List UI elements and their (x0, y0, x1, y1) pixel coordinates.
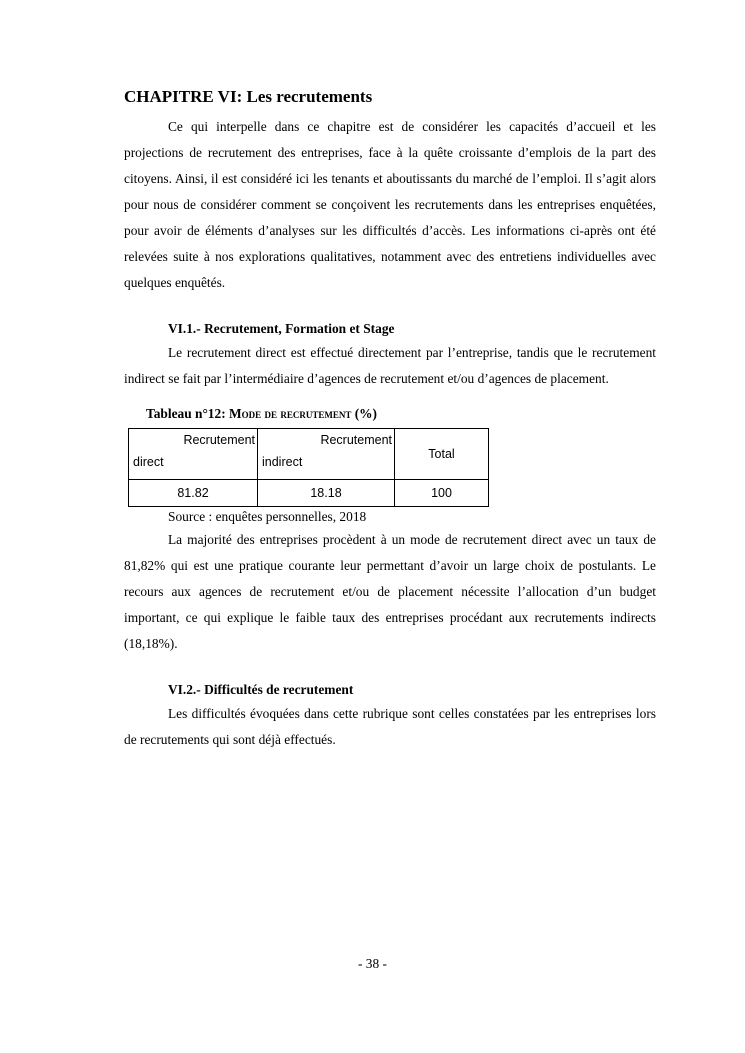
section2-paragraph: Les difficultés évoquées dans cette rubrique sont celles constatées par les entreprises lors de recrutements qui sont déjà effectués. (124, 706, 656, 747)
header-total: Total (395, 429, 489, 480)
section-title-recrutement-formation-stage: VI.1.- Recrutement, Formation et Stage (168, 321, 395, 336)
table-header-row (129, 429, 489, 480)
chapter-title: CHAPITRE VI: Les recrutements (124, 87, 373, 106)
table-source: Source : enquêtes personnelles, 2018 (168, 509, 367, 524)
chapter-intro-paragraph: Ce qui interpelle dans ce chapitre est de considérer les capacités d’accueil et les projections de recrutement des entreprises, face à la quête croissante d’emplois de la part des citoyens. Ainsi, il est considéré ici les tenants et aboutissants du marché de l’emploi. Il s’agit alors pour nous de considérer comment se conçoivent les recrutements dans les entreprises enquêtées, pour avoir de éléments d’analyses sur les difficultés d’accès. Les informations ci-après ont été relevées suite à nos explorations qualitatives, notamment avec des entretiens individuelles avec quelques enquêtés. (124, 119, 656, 290)
table-caption-title: Mode de recrutement (%) (229, 406, 378, 421)
value-direct: 81.82 (129, 480, 258, 507)
header-indirect-line2: indirect (262, 455, 303, 469)
header-direct-line1: Recrutement (183, 433, 255, 447)
section-title-difficultes-recrutement: VI.2.- Difficultés de recrutement (168, 682, 354, 697)
header-indirect-line1: Recrutement (320, 433, 392, 447)
value-indirect: 18.18 (258, 480, 395, 507)
document-body (124, 86, 656, 753)
table-caption-prefix: Tableau n°12: (146, 406, 229, 421)
header-direct-recruitment (129, 429, 258, 480)
value-total: 100 (395, 480, 489, 507)
analysis-paragraph: La majorité des entreprises procèdent à un mode de recrutement direct avec un taux de 81,82% qui est une pratique courante leur permettant d’avoir un large choix de postulants. Le recours aux agences de recrutement et/ou de placement nécessite l’allocation d’un budget important, ce qui explique le faible taux des entreprises procédant aux recrutements indirects (18,18%). (124, 532, 656, 651)
recruitment-mode-table (128, 428, 489, 507)
header-indirect-recruitment (258, 429, 395, 480)
table-caption (146, 404, 656, 424)
section1-paragraph: Le recrutement direct est effectué directement par l’entreprise, tandis que le recrutement indirect se fait par l’intermédiaire d’agences de recrutement et/ou d’agences de placement. (124, 345, 656, 386)
table-row (129, 480, 489, 507)
header-direct-line2: direct (133, 455, 164, 469)
page-number: - 38 - (357, 956, 387, 971)
